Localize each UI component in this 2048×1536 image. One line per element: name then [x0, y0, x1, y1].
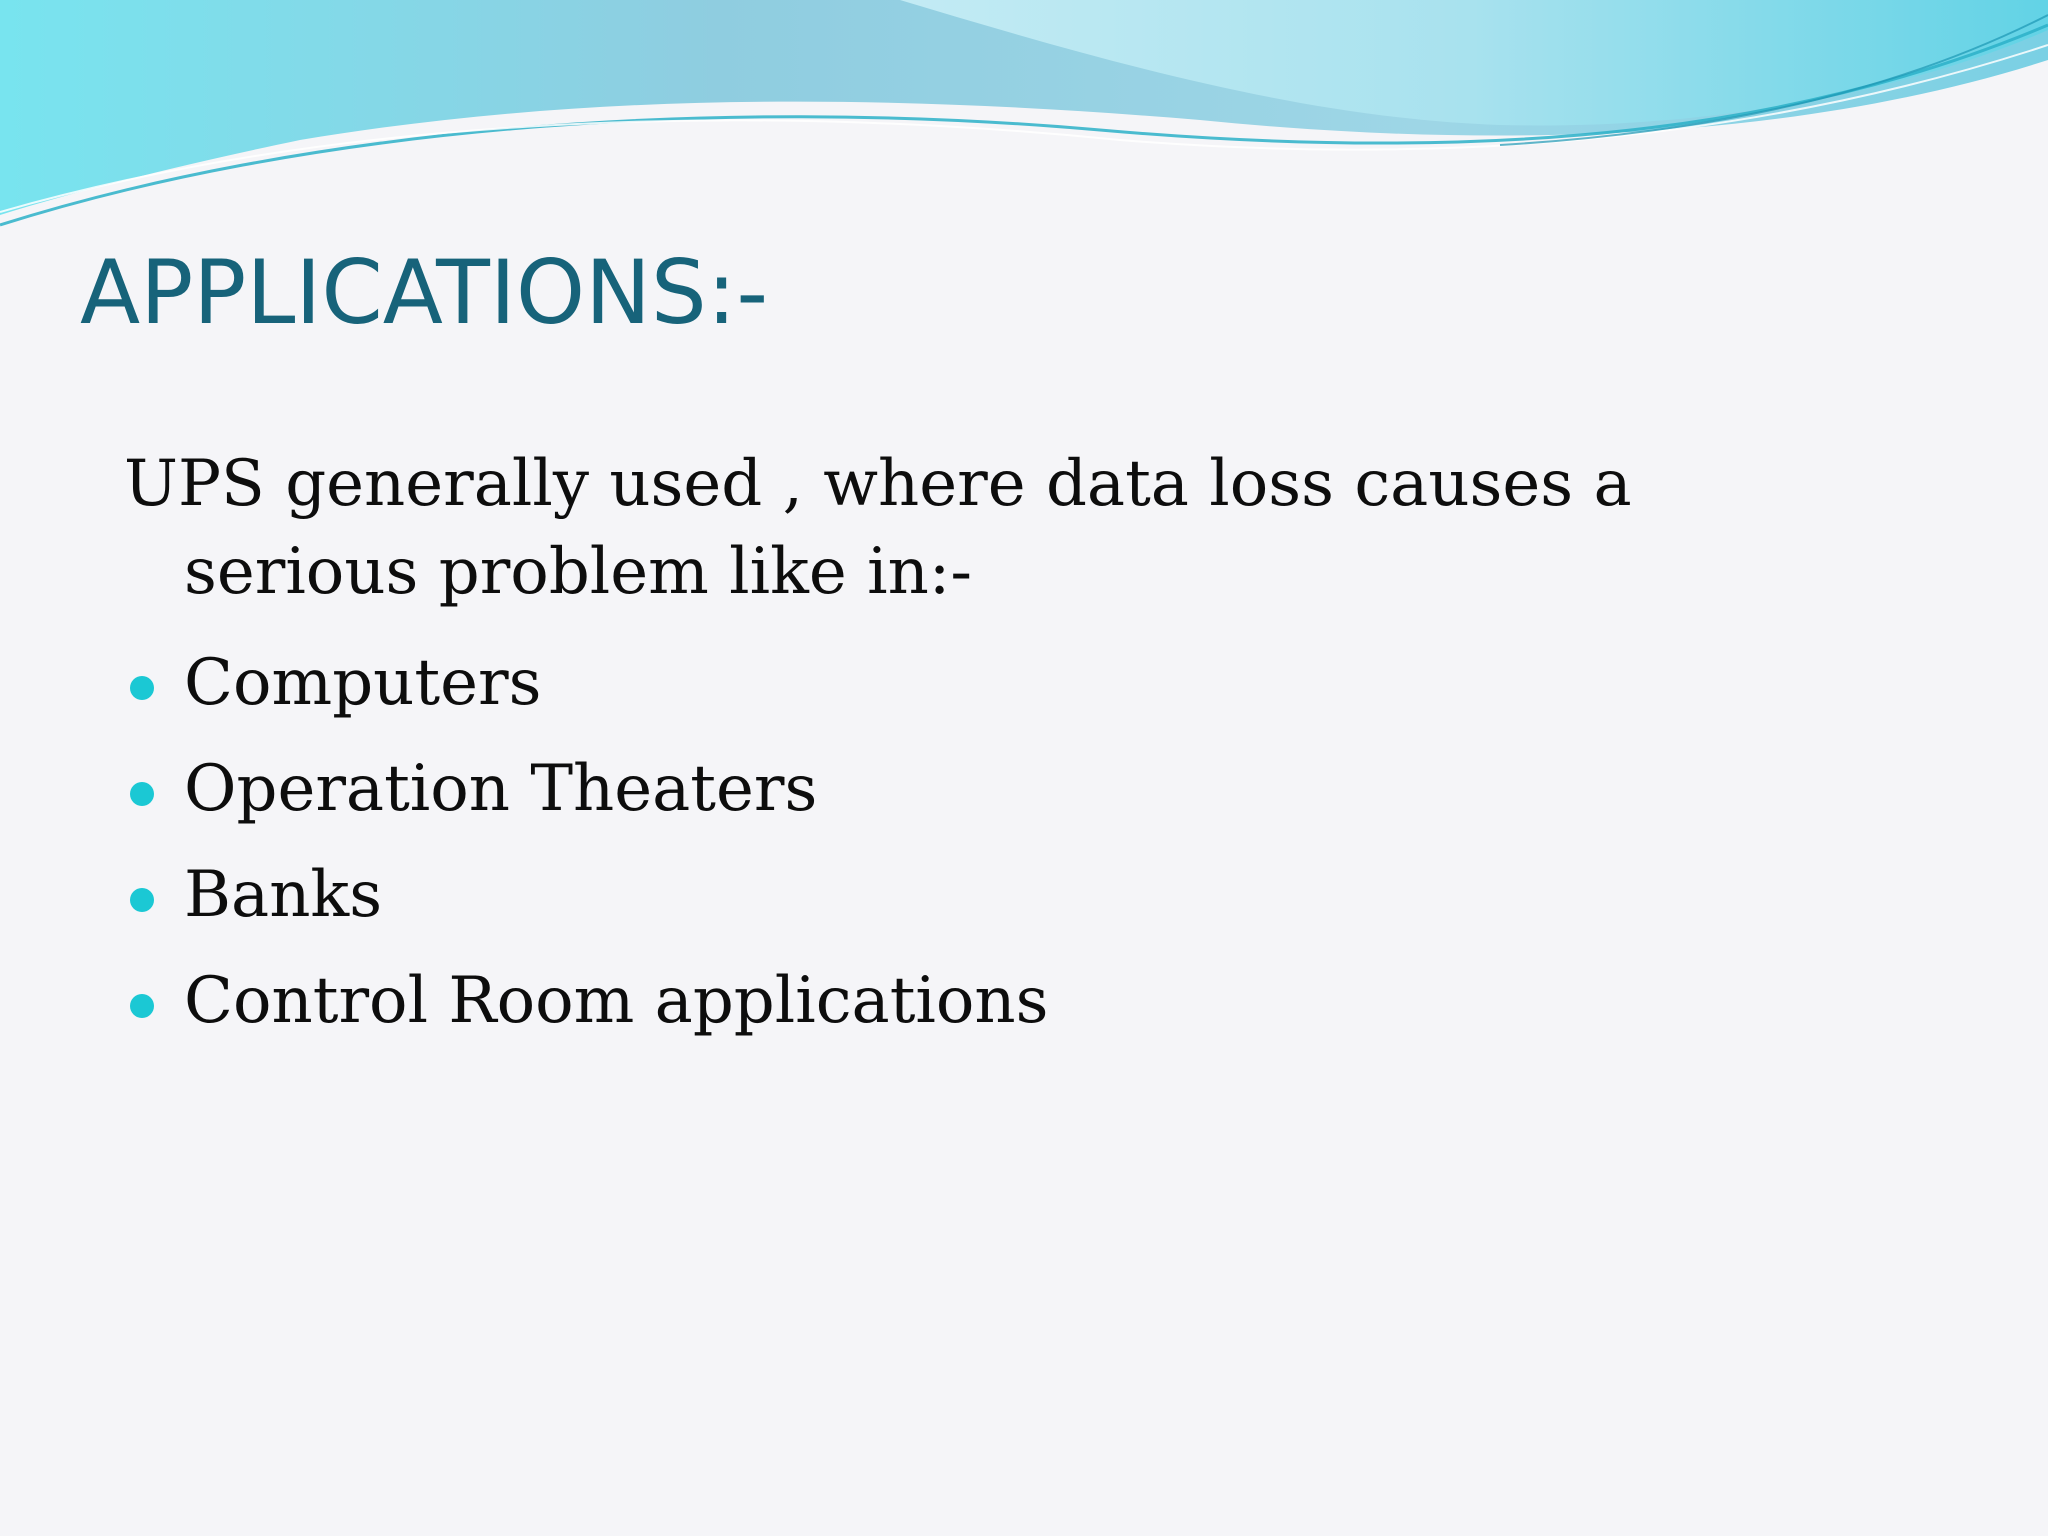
bullet-label: Control Room applications — [184, 964, 1049, 1038]
bullet-item-computers — [124, 630, 1884, 736]
slide-body — [124, 440, 1884, 1054]
bullet-dot-icon — [130, 676, 154, 700]
bullet-item-operation-theaters — [124, 736, 1884, 842]
bullet-dot-icon — [130, 888, 154, 912]
bullet-dot-icon — [130, 782, 154, 806]
bullet-label: Banks — [184, 858, 383, 932]
bullet-item-control-room-applications — [124, 948, 1884, 1054]
bullet-dot-icon — [130, 994, 154, 1018]
slide-title: APPLICATIONS:- — [80, 241, 769, 344]
bullet-item-banks — [124, 842, 1884, 948]
intro-text: UPS generally used , where data loss causes a serious problem like in:- — [124, 447, 1632, 609]
bullet-label: Computers — [184, 646, 542, 720]
bullet-label: Operation Theaters — [184, 752, 818, 826]
bullet-list — [124, 630, 1884, 1054]
header-wave-decoration — [0, 0, 2048, 240]
